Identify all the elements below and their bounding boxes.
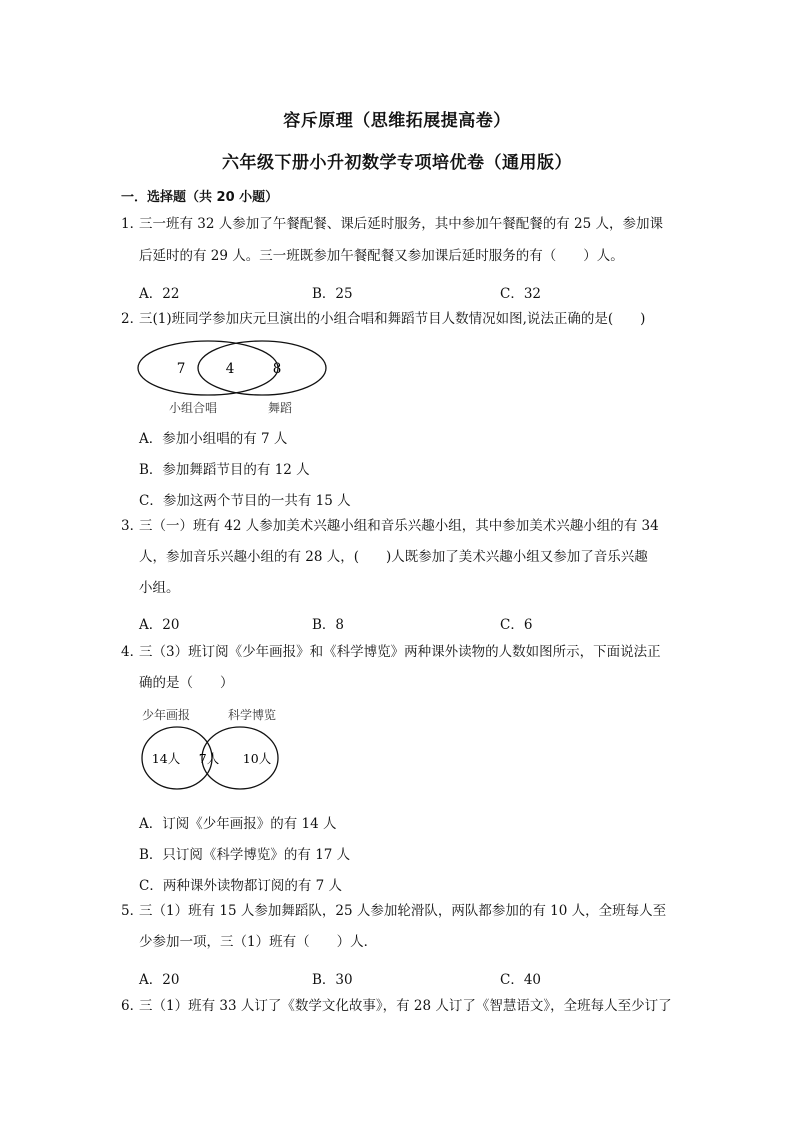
question-number: 1． [121, 216, 144, 232]
option-a[interactable]: A．订阅《少年画报》的有 14 人 [139, 816, 337, 832]
question-text-line: 三（1）班有 33 人订了《数学文化故事》，有 28 人订了《智慧语文》，全班每人至少订了 [139, 998, 672, 1014]
question-text-line: 小组。 [139, 580, 180, 596]
question-text-line: 三一班有 32 人参加了午餐配餐、课后延时服务，其中参加午餐配餐的有 25 人，参加课 [139, 216, 664, 232]
section-heading: 一．选择题（共 20 小题） [121, 190, 279, 205]
option-c[interactable]: C．40 [500, 972, 542, 988]
option-b[interactable]: B．参加舞蹈节目的有 12 人 [139, 462, 310, 478]
venn-middle-value: 4 [225, 361, 235, 377]
question-text-line: 后延时的有 29 人。三一班既参加午餐配餐又参加课后延时服务的有（ ）人。 [139, 248, 624, 264]
question-number: 3． [121, 518, 144, 534]
venn-right-label: 舞蹈 [267, 401, 293, 415]
option-b[interactable]: B．只订阅《科学博览》的有 17 人 [139, 847, 351, 863]
question-number: 6． [121, 998, 144, 1014]
option-a[interactable]: A．22 [139, 286, 180, 302]
option-c[interactable]: C．参加这两个节目的一共有 15 人 [139, 493, 351, 509]
venn-circle-left [138, 341, 278, 395]
venn-left-label: 少年画报 [141, 708, 191, 722]
option-b[interactable]: B．30 [312, 972, 353, 988]
question-text-line: 三(1)班同学参加庆元旦演出的小组合唱和舞蹈节目人数情况如图,说法正确的是( ) [139, 311, 646, 327]
venn-circle-right [198, 341, 326, 395]
venn-diagram-magazines [132, 703, 287, 795]
venn-right-label: 科学博览 [227, 708, 277, 722]
question-text-line: 少参加一项，三（1）班有（ ）人． [139, 934, 378, 950]
question-text-line: 三（一）班有 42 人参加美术兴趣小组和音乐兴趣小组，其中参加美术兴趣小组的有 34 [139, 518, 659, 534]
question-number: 4． [121, 644, 144, 660]
option-c[interactable]: C．32 [500, 286, 542, 302]
option-a[interactable]: A．20 [139, 972, 180, 988]
question-text-line: 人，参加音乐兴趣小组的有 28 人，( )人既参加了美术兴趣小组又参加了音乐兴趣 [139, 549, 648, 565]
venn-left-value: 14人 [151, 751, 181, 766]
option-a[interactable]: A．参加小组唱的有 7 人 [139, 431, 288, 447]
option-c[interactable]: C．两种课外读物都订阅的有 7 人 [139, 878, 343, 894]
venn-right-value: 10人 [242, 751, 272, 766]
option-c[interactable]: C．6 [500, 617, 533, 633]
option-b[interactable]: B．25 [312, 286, 353, 302]
venn-right-value: 8 [272, 361, 282, 377]
question-number: 5． [121, 903, 144, 919]
question-number: 2． [121, 311, 144, 327]
venn-diagram-choir-dance [130, 335, 340, 420]
option-a[interactable]: A．20 [139, 617, 180, 633]
question-text-line: 确的是（ ） [139, 675, 234, 691]
venn-middle-value: 7人 [198, 751, 220, 766]
venn-left-value: 7 [176, 361, 186, 377]
page-title: 容斥原理（思维拓展提高卷） [283, 111, 511, 131]
option-b[interactable]: B．8 [312, 617, 345, 633]
question-text-line: 三（3）班订阅《少年画报》和《科学博览》两种课外读物的人数如图所示，下面说法正 [139, 644, 661, 660]
page-subtitle: 六年级下册小升初数学专项培优卷（通用版） [222, 153, 572, 173]
question-text-line: 三（1）班有 15 人参加舞蹈队，25 人参加轮滑队，两队都参加的有 10 人，全班每人至 [139, 903, 667, 919]
venn-left-label: 小组合唱 [168, 401, 218, 415]
